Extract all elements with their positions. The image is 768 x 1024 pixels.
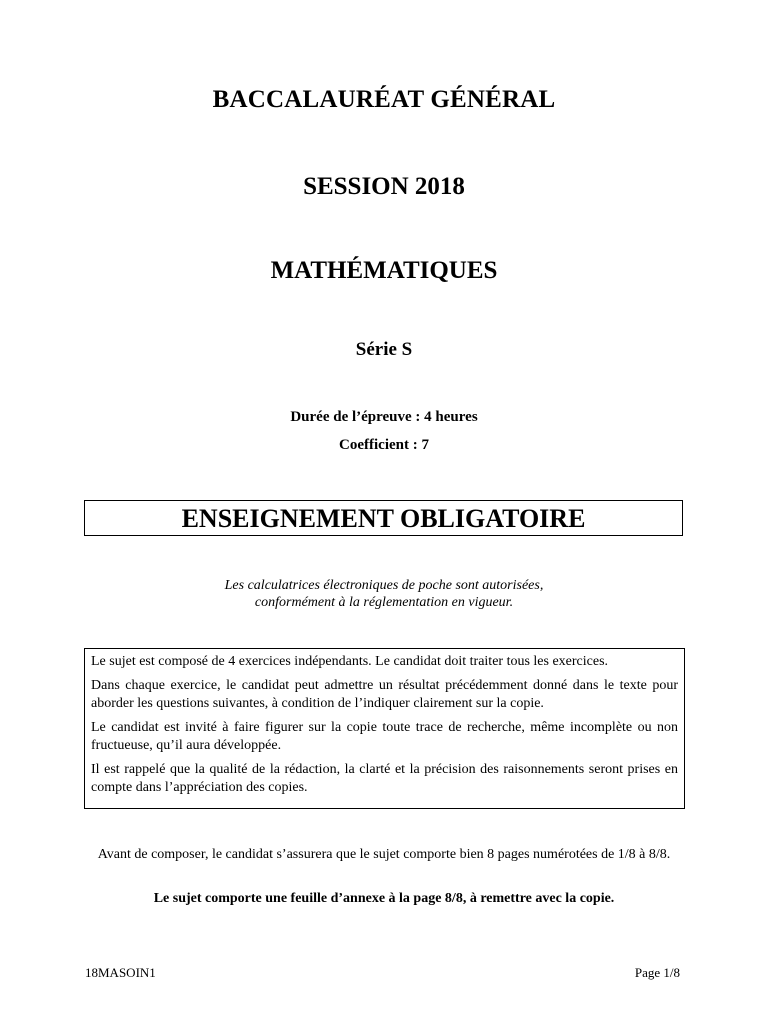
calculator-note-line-1: Les calculatrices électroniques de poche sont autorisées, — [224, 578, 544, 593]
document-code: 18MASOIN1 — [85, 965, 156, 980]
exam-title: BACCALAURÉAT GÉNÉRAL — [212, 86, 556, 113]
calculator-note — [0, 577, 768, 611]
session-title: SESSION 2018 — [303, 173, 465, 200]
series-label: Série S — [355, 339, 413, 360]
page-number: Page 1/8 — [634, 965, 680, 980]
calculator-note-line-2: conformément à la réglementation en vigueur. — [254, 595, 514, 610]
track-title: ENSEIGNEMENT OBLIGATOIRE — [181, 504, 586, 533]
instruction-paragraph: Dans chaque exercice, le candidat peut admettre un résultat précédemment donné dans le texte pour aborder les questions suivantes, à condition de l’indiquer clairement sur la copie. — [91, 678, 678, 711]
track-title-box — [84, 500, 683, 536]
instructions-box — [84, 648, 685, 809]
duration-label: Durée de l’épreuve : 4 heures — [290, 409, 478, 425]
pages-note: Avant de composer, le candidat s’assurera que le sujet comporte bien 8 pages numérotées de 1/8 à 8/8. — [97, 847, 671, 862]
instruction-paragraph: Le sujet est composé de 4 exercices indépendants. Le candidat doit traiter tous les exercices. — [91, 654, 609, 669]
coefficient-label: Coefficient : 7 — [339, 437, 429, 453]
annex-note: Le sujet comporte une feuille d’annexe à la page 8/8, à remettre avec la copie. — [153, 891, 615, 906]
instruction-paragraph: Il est rappelé que la qualité de la rédaction, la clarté et la précision des raisonnements seront prises en compte dans l’appréciation des copies. — [91, 762, 678, 795]
subject-title: MATHÉMATIQUES — [270, 257, 498, 284]
instruction-paragraph: Le candidat est invité à faire figurer sur la copie toute trace de recherche, même incomplète ou non fructueuse, qu’il aura développée. — [91, 720, 678, 753]
